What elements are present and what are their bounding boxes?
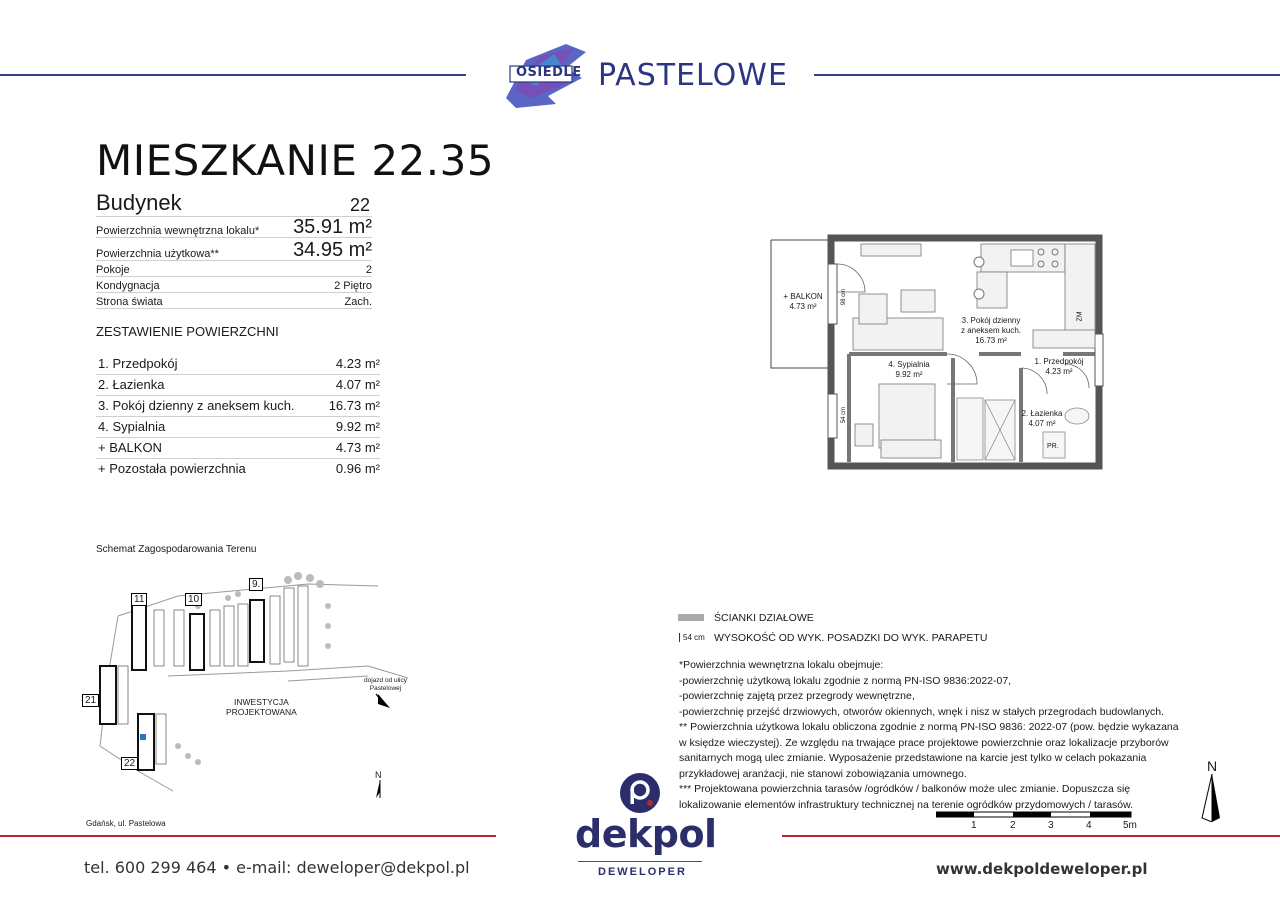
summary-row [96, 354, 380, 375]
note-line: przykładowej aranżacji, nie stanowi zobowiązania umownego. [679, 767, 967, 780]
scale-tick: 5m [1123, 820, 1137, 831]
building-value: 22 [349, 195, 370, 215]
info-row [96, 238, 372, 261]
info-value: 2 Piętro [334, 280, 372, 292]
site-building-11: 11 [131, 593, 147, 606]
summary-value: 16.73 m² [328, 398, 380, 413]
summary-row [96, 396, 380, 417]
summary-label: 3. Pokój dzienny z aneksem kuch. [98, 398, 295, 413]
site-access-label: dojazd od ulicy Pastelowej [364, 677, 407, 692]
legend-walls: ŚCIANKI DZIAŁOWE [714, 612, 814, 624]
room-area: 4.73 m² [789, 302, 817, 311]
highlight-marker [140, 734, 146, 740]
note-line: -powierzchnię użytkową lokalu zgodnie z normą PN-ISO 9836:2022-07, [679, 674, 1012, 687]
room-hall [1027, 357, 1091, 377]
note-line: *Powierzchnia wewnętrzna lokalu obejmuje: [679, 659, 884, 671]
site-building-22: 22 [121, 757, 138, 770]
room-name: 3. Pokój dzienny z aneksem kuch. [960, 316, 1022, 335]
scale-bar [936, 810, 1136, 820]
room-area: 4.07 m² [1028, 419, 1056, 428]
building-label: Budynek [96, 190, 182, 215]
header-rule-left [0, 74, 466, 76]
info-label: Pokoje [96, 264, 130, 276]
building-row [96, 188, 372, 217]
logo-badge: OSIEDLE [516, 65, 582, 80]
note-line: w księdze wieczystej). Ze względu na trwające prace projektowe powierzchnie oraz lokalizacje przyborów [679, 736, 1169, 749]
info-row [96, 277, 372, 293]
summary-row [96, 438, 380, 459]
scale-tick: 4 [1086, 820, 1092, 831]
room-name: 1. Przedpokój [1034, 357, 1084, 366]
room-area: 16.73 m² [975, 336, 1007, 345]
info-label: Powierzchnia wewnętrzna lokalu* [96, 225, 260, 237]
dekpol-logo-icon [619, 772, 661, 814]
info-value: 2 [365, 264, 372, 276]
summary-heading: ZESTAWIENIE POWIERZCHNI [96, 324, 279, 339]
info-label: Kondygnacja [96, 280, 160, 292]
info-row [96, 261, 372, 277]
room-name: + BALKON [783, 292, 823, 301]
summary-label: 2. Łazienka [98, 377, 165, 392]
room-living [946, 316, 1036, 346]
room-name: 2. Łazienka [1021, 409, 1063, 418]
legend-wall-swatch [678, 614, 704, 621]
room-bedroom [876, 360, 942, 380]
note-line: lokalizowanie elementów infrastruktury technicznej na terenie ogródków przydomowych / tarasów. [679, 798, 1134, 811]
summary-value: 4.23 m² [335, 356, 380, 371]
summary-row [96, 375, 380, 396]
site-plan-heading: Schemat Zagospodarowania Terenu [96, 544, 257, 555]
summary-label: + BALKON [98, 440, 162, 455]
summary-label: 1. Przedpokój [98, 356, 178, 371]
room-area: 4.23 m² [1045, 367, 1073, 376]
summary-label: + Pozostała powierzchnia [98, 461, 246, 476]
site-building-10: 10 [185, 593, 202, 606]
room-area: 9.92 m² [895, 370, 923, 379]
site-investment-label: INWESTYCJA PROJEKTOWANA [226, 697, 297, 717]
info-row [96, 217, 372, 238]
website-link[interactable]: www.dekpoldeweloper.pl [936, 860, 1148, 878]
scale-tick: 2 [1010, 820, 1016, 831]
site-building-9: 9. [249, 578, 263, 591]
zm-tag: ZM [1076, 311, 1084, 322]
logo-name: PASTELOWE [598, 58, 788, 93]
summary-table [96, 354, 380, 479]
room-bathroom [1012, 409, 1072, 429]
info-value: Zach. [344, 296, 372, 308]
sill-tag-1: 98 cm [841, 288, 848, 306]
room-name: 4. Sypialnia [888, 360, 930, 369]
scale-tick: 3 [1048, 820, 1054, 831]
summary-label: 4. Sypialnia [98, 419, 166, 434]
site-north-label: N [375, 770, 382, 780]
contact-info: tel. 600 299 464 • e-mail: deweloper@dekpol.pl [84, 858, 470, 877]
floor-plan [765, 234, 1105, 470]
room-balcony [778, 292, 828, 312]
note-line: *** Projektowana powierzchnia tarasów /ogródków / balkonów może ulec zmianie. Dopuszcza się [679, 783, 1131, 795]
note-line: -powierzchnię przejść drzwiowych, otworów okiennych, wnęk i nisz w stałych przegrodach budowlanych. [679, 705, 1164, 718]
north-label: N [1207, 758, 1218, 774]
north-arrow-icon [1200, 774, 1222, 822]
notes [679, 658, 1199, 813]
site-building-21: 21 [82, 694, 99, 707]
page-title: MIESZKANIE 22.35 [96, 136, 495, 185]
pr-tag: PR. [1047, 443, 1059, 450]
sill-tag-2: 54 cm [841, 406, 848, 424]
info-row [96, 293, 372, 309]
summary-row [96, 417, 380, 438]
brand-sub: DEWELOPER [598, 866, 687, 878]
footer-rule-left [0, 835, 496, 837]
info-value: 35.91 m² [293, 216, 372, 238]
footer-rule-right [782, 835, 1280, 837]
brand-name: dekpol [575, 812, 717, 856]
scale-tick: 1 [971, 820, 977, 831]
info-label: Strona świata [96, 296, 163, 308]
summary-value: 0.96 m² [335, 461, 380, 476]
header-rule-right [814, 74, 1280, 76]
note-line: sanitarnych mogą ulec zmianie. Wyposażenie przedstawione na karcie jest tylko w celach pokazania [679, 752, 1147, 764]
note-line: ** Powierzchnia użytkowa lokalu obliczona zgodnie z normą PN-ISO 9836: 2022-07 (pow. będzie wykazana [679, 721, 1179, 733]
info-label: Powierzchnia użytkowa** [96, 248, 219, 260]
legend-height: WYSOKOŚĆ OD WYK. POSADZKI DO WYK. PARAPETU [714, 632, 988, 644]
info-value: 34.95 m² [293, 239, 372, 261]
summary-value: 4.73 m² [335, 440, 380, 455]
summary-row [96, 459, 380, 479]
legend-height-tag: 54 cm [679, 633, 705, 642]
summary-value: 9.92 m² [335, 419, 380, 434]
site-location: Gdańsk, ul. Pastelowa [86, 819, 166, 828]
info-table [96, 188, 372, 309]
summary-value: 4.07 m² [335, 377, 380, 392]
brand-rule [578, 861, 702, 862]
note-line: -powierzchnię zajętą przez przegrody wewnętrzne, [679, 690, 915, 702]
